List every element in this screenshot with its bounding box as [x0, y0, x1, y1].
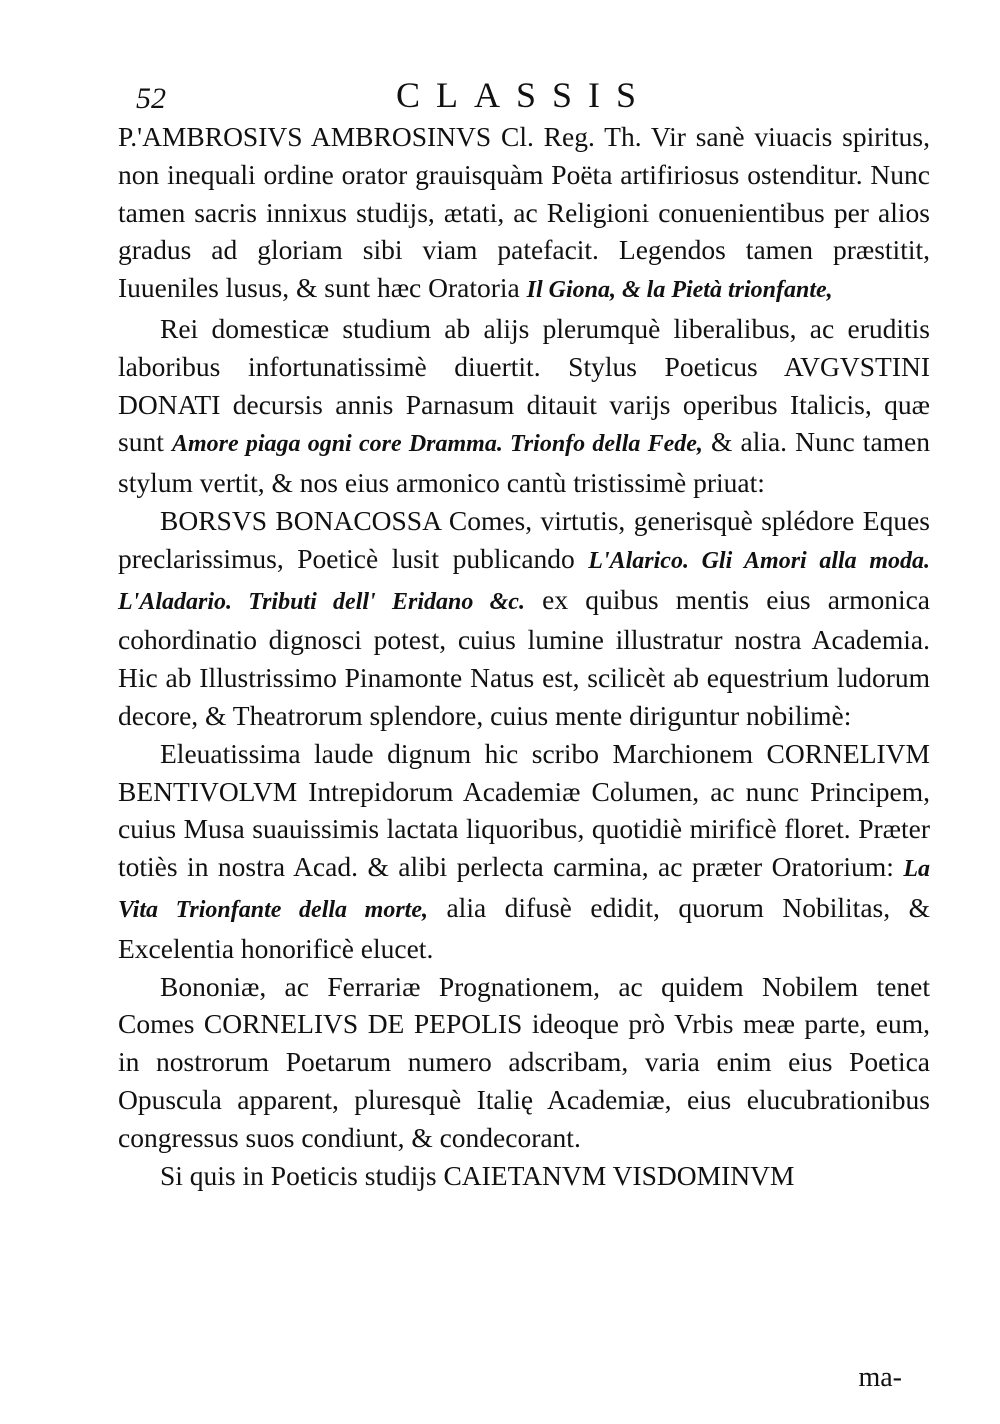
paragraph-pepolis [118, 968, 930, 1157]
running-head: CLASSIS [395, 75, 653, 115]
text-run: & alia. Nunc tamen stylum vertit, & nos eius armonico cantù tristissimè priuat: [118, 426, 931, 499]
paragraph-bentivolus [118, 735, 930, 968]
italic-title: La Vita Trionfante della morte, [118, 856, 930, 923]
paragraph-donati [118, 310, 930, 502]
paragraph-ambrosinus [118, 118, 930, 310]
body-text [118, 118, 930, 1194]
catchword: ma- [858, 1362, 902, 1393]
italic-title: Il Giona, & la Pietà trionfante, [526, 277, 833, 304]
text-run: Rei domesticæ studium ab alijs plerumquè liberalibus, ac eruditis laboribus infortunatissimè diuertit. Stylus Poeticus AVGVSTINI DONATI decursis annis Parnasum ditauit varijs operibus Italicis, quæ sunt [118, 312, 930, 458]
text-run: Eleuatissima laude dignum hic scribo Marchionem CORNELIVM BENTIVOLVM Intrepidorum Academiæ Columen, ac nunc Principem, cuius Musa suauissimis lactata liquoribus, quotidiè mirificè floret. Præter totiès in nostra Acad. & alibi perlecta carmina, ac præter Oratorium: [118, 737, 930, 883]
text-run: alia difusè edidit, quorum Nobilitas, & Excelentia honorificè elucet. [118, 891, 930, 964]
text-run: Bononiæ, ac Ferrariæ Prognationem, ac quidem Nobilem tenet Comes CORNELIVS DE PEPOLIS ideoque prò Vrbis meæ parte, eum, in nostrorum Poetarum numero adscribam, varia enim eius Poetica Opuscula apparent, pluresquè Italię Academiæ, eius elucubrationibus congressus suos condiunt, & condecorant. [118, 970, 930, 1153]
text-run: BORSVS BONACOSSA Comes, virtutis, generisquè splédore Eques preclarissimus, Poeticè lusit publicando [118, 504, 930, 574]
book-page [118, 72, 930, 1402]
text-run: P.'AMBROSIVS AMBROSINVS Cl. Reg. Th. Vir sanè viuacis spiritus, non inequali ordine orator grauisquàm Poëta artifiriosus ostenditur. Nunc tamen sacris innixus studijs, ætati, ac Religioni conuenientibus per alios gradus ad gloriam sibi viam patefacit. Legendos tamen præstitit, Iuueniles lusus, & sunt hæc Oratoria [118, 121, 930, 304]
italic-title: Amore piaga ogni core Dramma. Trionfo della Fede, [171, 431, 703, 458]
page-number: 52 [136, 82, 166, 115]
text-run: ex quibus mentis eius armonica cohordinatio dignosci potest, cuius lumine illustratur nostra Academia. Hic ab Illustrissimo Pinamonte Natus est, scilicèt ab equestrium ludorum decore, & Theatrorum splendore, cuius mente diriguntur nobilimè: [118, 583, 931, 731]
text-run: Si quis in Poeticis studijs CAIETANVM VISDOMINVM [160, 1159, 795, 1191]
page-header [118, 72, 930, 118]
paragraph-bonacossa [118, 502, 930, 735]
italic-title: L'Alarico. Gli Amori alla moda. L'Aladario. Tributi dell' Eridano &c. [118, 547, 930, 615]
paragraph-visdominus [118, 1157, 930, 1195]
